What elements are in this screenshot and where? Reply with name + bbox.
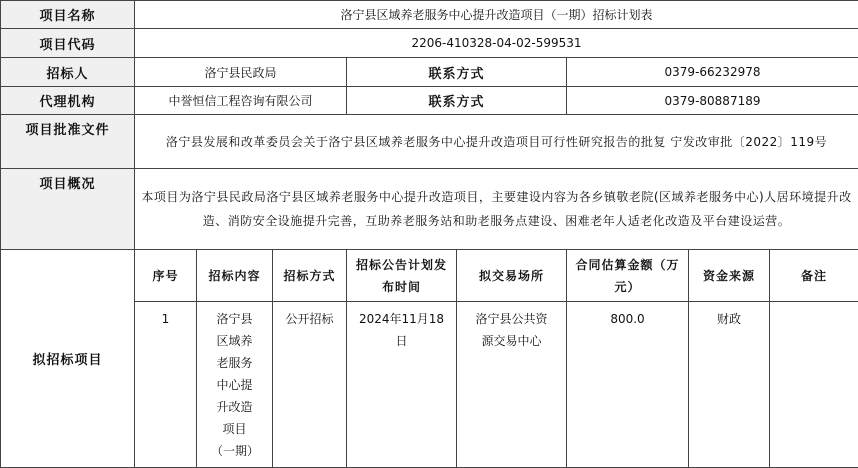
row-project-code xyxy=(1,29,858,58)
row-1-amount: 800.0 xyxy=(567,302,689,468)
agency-value: 中誉恒信工程咨询有限公司 xyxy=(135,87,347,115)
header-no: 序号 xyxy=(135,250,197,302)
agency-contact-value: 0379-80887189 xyxy=(567,87,858,115)
row-1-publish: 2024年11月18日 xyxy=(347,302,457,468)
overview-value: 本项目为洛宁县民政局洛宁县区域养老服务中心提升改造项目，主要建设内容为各乡镇敬老院(区域养老服务中心)人居环境提升改造、消防安全设施提升完善，互助养老服务站和助老服务点建设、困难老年人适老化改造及平台建设运营。 xyxy=(135,169,858,250)
header-content: 招标内容 xyxy=(197,250,273,302)
project-name-label: 项目名称 xyxy=(1,1,135,29)
header-publish: 招标公告计划发布时间 xyxy=(347,250,457,302)
plan-header-row xyxy=(1,250,858,302)
row-overview xyxy=(1,169,858,250)
agency-label: 代理机构 xyxy=(1,87,135,115)
header-venue: 拟交易场所 xyxy=(457,250,567,302)
tenderer-contact-value: 0379-66232978 xyxy=(567,58,858,87)
row-tenderer xyxy=(1,58,858,87)
tenderer-contact-label: 联系方式 xyxy=(347,58,567,87)
header-amount: 合同估算金额（万元） xyxy=(567,250,689,302)
tenderer-value: 洛宁县民政局 xyxy=(135,58,347,87)
project-name-value: 洛宁县区域养老服务中心提升改造项目（一期）招标计划表 xyxy=(135,1,858,29)
agency-contact-label: 联系方式 xyxy=(347,87,567,115)
row-agency xyxy=(1,87,858,115)
plan-label: 拟招标项目 xyxy=(1,250,135,468)
row-1-venue: 洛宁县公共资源交易中心 xyxy=(457,302,567,468)
header-funds: 资金来源 xyxy=(689,250,770,302)
row-approval xyxy=(1,115,858,169)
overview-label: 项目概况 xyxy=(1,169,135,250)
row-1-no: 1 xyxy=(135,302,197,468)
tenderer-label: 招标人 xyxy=(1,58,135,87)
row-1-remark xyxy=(770,302,858,468)
row-1-funds: 财政 xyxy=(689,302,770,468)
approval-value: 洛宁县发展和改革委员会关于洛宁县区域养老服务中心提升改造项目可行性研究报告的批复 宁发改审批〔2022〕119号 xyxy=(135,115,858,169)
header-remark: 备注 xyxy=(770,250,858,302)
row-1-method: 公开招标 xyxy=(273,302,347,468)
project-code-label: 项目代码 xyxy=(1,29,135,58)
row-project-name xyxy=(1,1,858,29)
row-1-content: 洛宁县区域养老服务中心提升改造项目（一期） xyxy=(197,302,273,468)
header-method: 招标方式 xyxy=(273,250,347,302)
approval-label: 项目批准文件 xyxy=(1,115,135,169)
project-code-value: 2206-410328-04-02-599531 xyxy=(135,29,858,58)
